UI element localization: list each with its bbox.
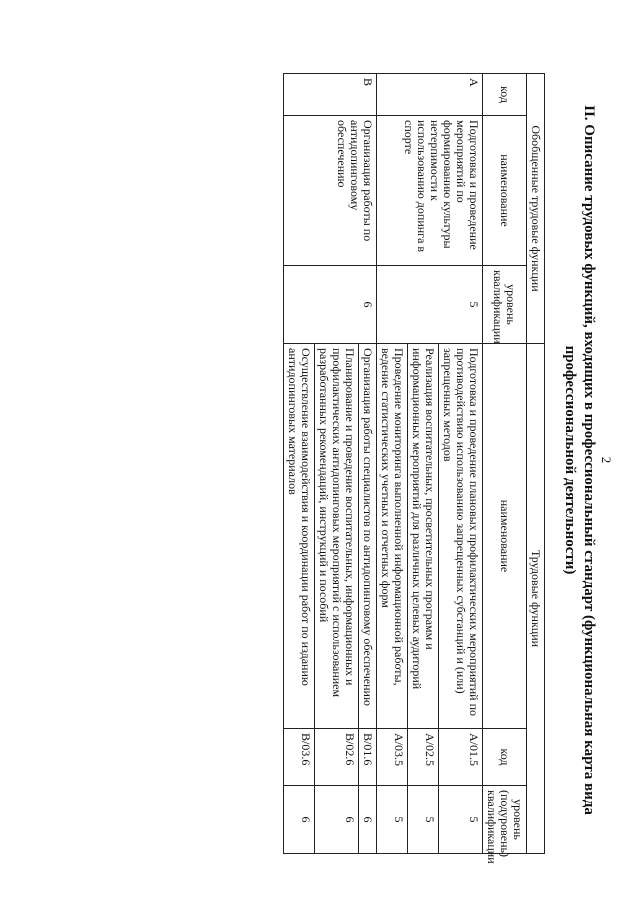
group-code: А: [377, 74, 483, 116]
function-name: Организация работы специалистов по антидопинговому обеспечению: [359, 344, 377, 729]
table-row: [359, 74, 377, 854]
table-row: [439, 74, 483, 854]
col-header-tf-code: код: [483, 729, 527, 786]
header-generalized-functions: Обобщенные трудовые функции: [527, 74, 545, 344]
function-level: 5: [439, 786, 483, 854]
group-level: 6: [284, 266, 377, 344]
function-name: Планирование и проведение воспитательных, информационных и профилактических антидопинговых мероприятий с использованием разработанных рекомендаций, инструкций и пособий: [315, 344, 359, 729]
function-code: B/03.6: [284, 729, 315, 786]
page-number: 2: [599, 456, 614, 464]
function-code: B/01.6: [359, 729, 377, 786]
function-code: A/03.5: [377, 729, 408, 786]
group-code: В: [284, 74, 377, 116]
function-code: A/01.5: [439, 729, 483, 786]
function-level: 6: [315, 786, 359, 854]
title-line-2: профессиональной деятельности): [562, 345, 578, 575]
header-labor-functions: Трудовые функции: [527, 344, 545, 854]
function-level: 5: [377, 786, 408, 854]
group-level: 5: [377, 266, 483, 344]
function-code: A/02.5: [408, 729, 439, 786]
col-header-level: уровень квалификации: [483, 266, 527, 344]
col-header-tf-name: наименование: [483, 344, 527, 729]
function-level: 5: [408, 786, 439, 854]
function-level: 6: [284, 786, 315, 854]
functional-map-table: [283, 73, 545, 864]
group-name: Организация работы по антидопинговому обеспечению: [284, 116, 377, 266]
col-header-name: наименование: [483, 116, 527, 266]
title-line-1: II. Описание трудовых функций, входящих в профессиональный стандарт (функциональная карта вида: [581, 105, 597, 815]
function-name: Реализация воспитательных, просветительных программ и информационных мероприятий для различных целевых аудиторий: [408, 344, 439, 729]
function-level: 6: [359, 786, 377, 854]
function-name: Осуществление взаимодействия и координации работ по изданию антидопинговых материалов: [284, 344, 315, 729]
col-header-tf-level: уровень (подуровень) квалификации: [483, 786, 527, 854]
function-name: Проведение мониторинга выполненной информационной работы, ведение статистических учетных и отчетных форм: [377, 344, 408, 729]
function-name: Подготовка и проведение плановых профилактических мероприятий по противодействию использованию запрещенных субстанций и (или) запрещенных методов: [439, 344, 483, 729]
function-code: B/02.6: [315, 729, 359, 786]
section-title: [560, 80, 598, 840]
col-header-code: код: [483, 74, 527, 116]
group-name: Подготовка и проведение мероприятий по формированию культуры нетерпимости к использованию допинга в спорте: [377, 116, 483, 266]
